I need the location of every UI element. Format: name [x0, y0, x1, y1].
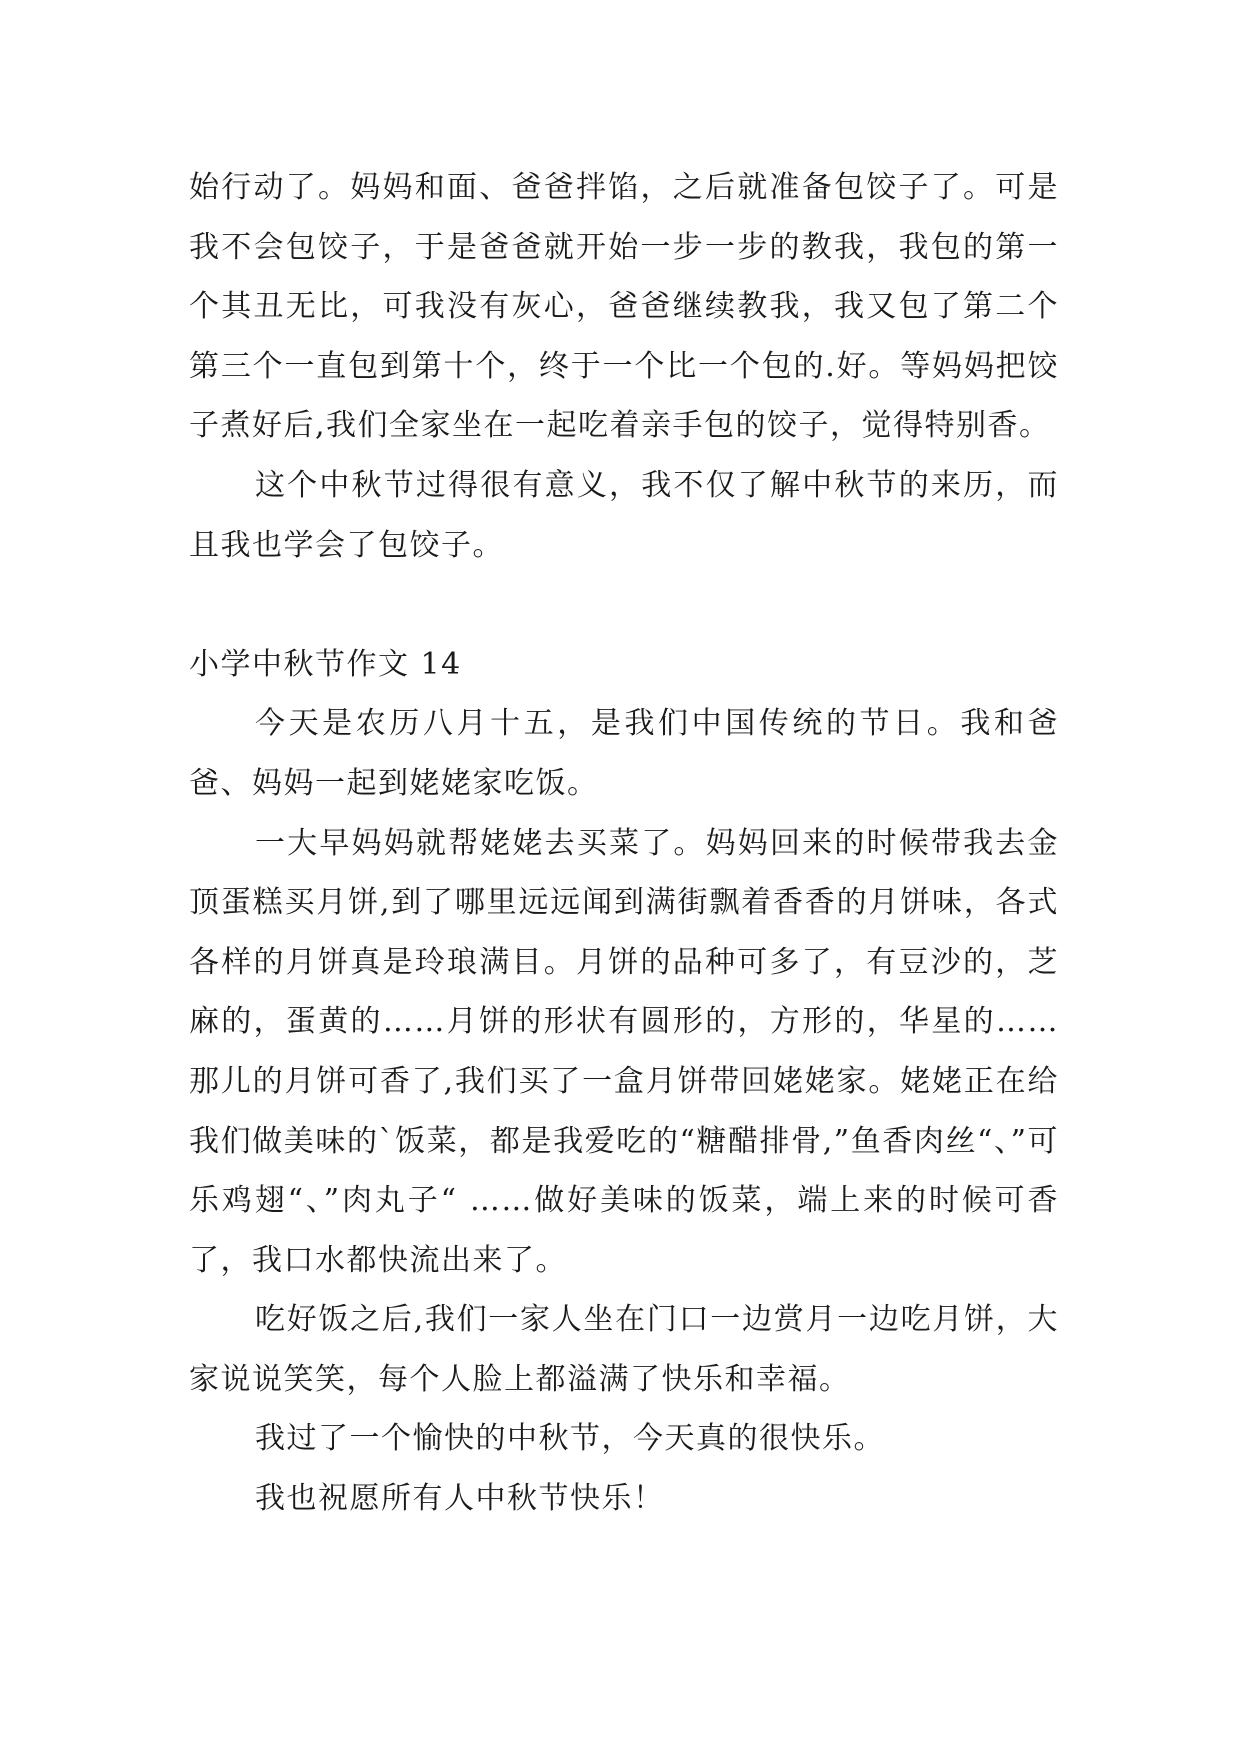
continued-paragraph: 始行动了。妈妈和面、爸爸拌馅，之后就准备包饺子了。可是我不会包饺子，于是爸爸就开始一步一步的教我，我包的第一个其丑无比，可我没有灰心，爸爸继续教我，我又包了第二个第三个一直包到第十个，终于一个比一个包的.好。等妈妈把饺子煮好后,我们全家坐在一起吃着亲手包的饺子，觉得特别香。 — [189, 170, 1059, 444]
paragraph: 这个中秋节过得很有意义，我不仅了解中秋节的来历，而且我也学会了包饺子。 — [189, 467, 1059, 563]
paragraph: 今天是农历八月十五，是我们中国传统的节日。我和爸爸、妈妈一起到姥姥家吃饭。 — [189, 706, 1059, 801]
document-page — [189, 158, 1059, 1529]
paragraph: 吃好饭之后,我们一家人坐在门口一边赏月一边吃月饼，大家说说笑笑，每个人脸上都溢满了快乐和幸福。 — [189, 1302, 1059, 1397]
paragraph: 我过了一个愉快的中秋节，今天真的很快乐。 — [255, 1421, 885, 1457]
paragraph: 我也祝愿所有人中秋节快乐！ — [255, 1481, 665, 1517]
essay-title: 小学中秋节作文 14 — [189, 646, 462, 682]
paragraph: 一大早妈妈就帮姥姥去买菜了。妈妈回来的时候带我去金顶蛋糕买月饼,到了哪里远远闻到满街飘着香香的月饼味，各式各样的月饼真是玲琅满目。月饼的品种可多了，有豆沙的，芝麻的，蛋黄的……月饼的形状有圆形的，方形的，华星的……那儿的月饼可香了,我们买了一盒月饼带回姥姥家。姥姥正在给我们做美味的`饭菜，都是我爱吃的“糖醋排骨,”鱼香肉丝“、”可乐鸡翅“、”肉丸子“ ……做好美味的饭菜，端上来的时候可香了，我口水都快流出来了。 — [189, 825, 1059, 1278]
